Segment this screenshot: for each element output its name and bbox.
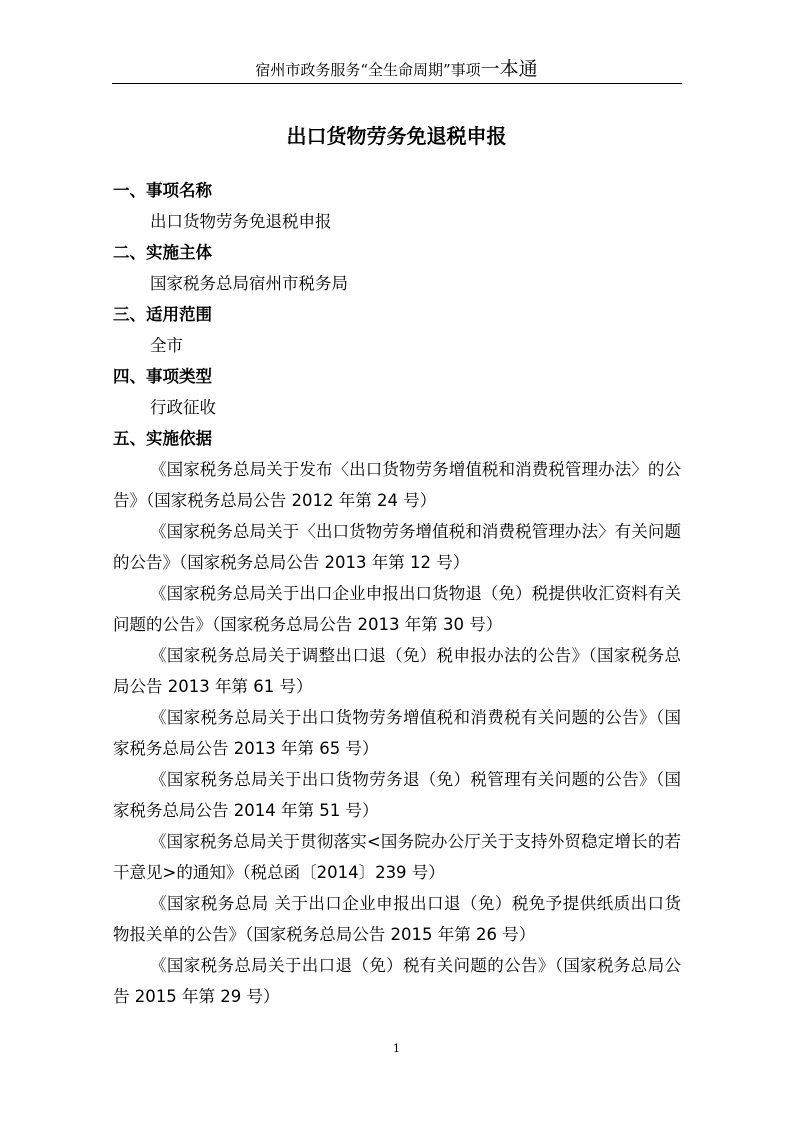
- basis-item: 《国家税务总局关于发布〈出口货物劳务增值税和消费税管理办法〉的公告》（国家税务总局公告 2012 年第 24 号）: [113, 460, 681, 510]
- section-heading-scope: 三、适用范围: [113, 305, 212, 324]
- document-title: 出口货物劳务免退税申报: [286, 124, 507, 148]
- basis-item: 《国家税务总局关于出口退（免）税有关问题的公告》（国家税务总局公告 2015 年第 29 号）: [113, 956, 681, 1006]
- section-value-subject: 国家税务总局宿州市税务局: [150, 274, 348, 293]
- header-text-tail: 一本通: [480, 58, 538, 80]
- header-text: 宿州市政务服务“全生命周期”事项: [255, 61, 481, 79]
- section-heading-type: 四、事项类型: [113, 367, 212, 386]
- section-heading-item-name: 一、事项名称: [113, 181, 212, 200]
- basis-item: 《国家税务总局关于出口货物劳务退（免）税管理有关问题的公告》（国家税务总局公告 2014 年第 51 号）: [113, 770, 681, 820]
- header-rule: [112, 83, 682, 84]
- basis-item: 《国家税务总局 关于出口企业申报出口退（免）税免予提供纸质出口货物报关单的公告》（国家税务总局公告 2015 年第 26 号）: [113, 894, 681, 944]
- section-value-item-name: 出口货物劳务免退税申报: [150, 212, 332, 231]
- basis-item: 《国家税务总局关于〈出口货物劳务增值税和消费税管理办法〉有关问题的公告》（国家税务总局公告 2013 年第 12 号）: [113, 522, 681, 572]
- page-number: 1: [393, 1042, 400, 1055]
- basis-item: 《国家税务总局关于出口货物劳务增值税和消费税有关问题的公告》（国家税务总局公告 2013 年第 65 号）: [113, 708, 681, 758]
- basis-item: 《国家税务总局关于出口企业申报出口货物退（免）税提供收汇资料有关问题的公告》（国家税务总局公告 2013 年第 30 号）: [113, 584, 681, 634]
- section-value-type: 行政征收: [150, 398, 216, 417]
- section-heading-basis: 五、实施依据: [113, 429, 212, 448]
- document-body: [113, 175, 681, 1012]
- basis-item: 《国家税务总局关于调整出口退（免）税申报办法的公告》（国家税务总局公告 2013 年第 61 号）: [113, 646, 681, 696]
- section-heading-subject: 二、实施主体: [113, 243, 212, 262]
- page-header: [0, 58, 793, 81]
- section-value-scope: 全市: [150, 336, 183, 355]
- basis-item: 《国家税务总局关于贯彻落实<国务院办公厅关于支持外贸稳定增长的若干意见>的通知》（税总函〔2014〕239 号）: [113, 832, 681, 882]
